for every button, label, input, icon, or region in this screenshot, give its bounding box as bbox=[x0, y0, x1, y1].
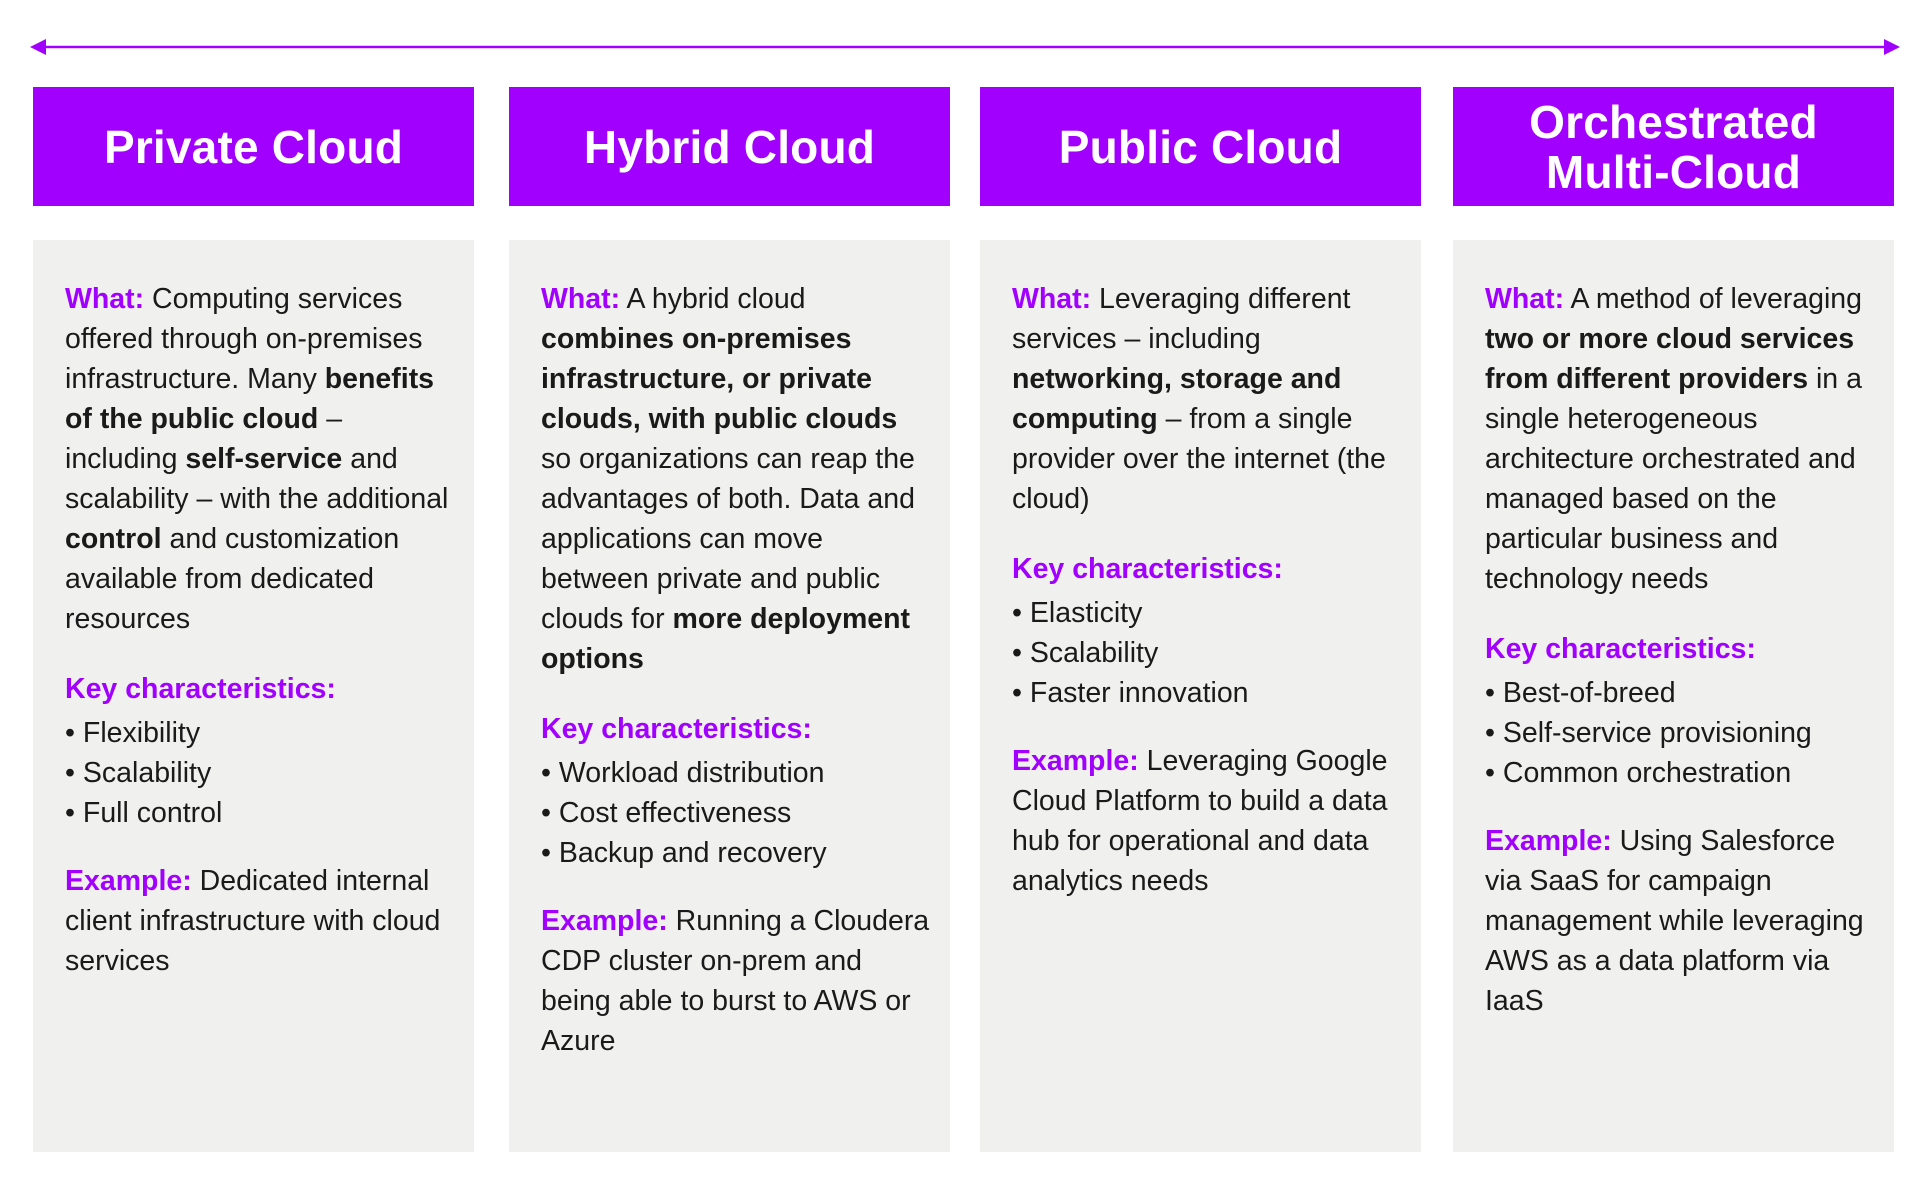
list-item: • Workload distribution bbox=[541, 753, 930, 793]
example-paragraph: Example: Leveraging Google Cloud Platform to build a data hub for operational and data analytics needs bbox=[1012, 745, 1388, 897]
list-item: • Flexibility bbox=[65, 713, 454, 753]
list-item: • Cost effectiveness bbox=[541, 793, 930, 833]
example-label: Example: bbox=[65, 865, 192, 897]
what-label: What: bbox=[65, 283, 145, 315]
column-header bbox=[980, 87, 1421, 206]
key-characteristics-list bbox=[65, 713, 454, 833]
key-characteristics-label: Key characteristics: bbox=[1485, 633, 1756, 665]
what-label: What: bbox=[541, 283, 621, 315]
column-title: Hybrid Cloud bbox=[583, 120, 876, 173]
column-title: Orchestrated Multi-Cloud bbox=[1529, 95, 1818, 198]
column-body bbox=[1453, 240, 1894, 1152]
column-title: Private Cloud bbox=[103, 120, 404, 173]
what-paragraph: What: Computing services offered through on-premises infrastructure. Many benefits of the public cloud – including self-service and scalability – with the additional control and customization available from dedicated resources bbox=[65, 283, 449, 635]
key-characteristics-list bbox=[1012, 593, 1401, 713]
example-label: Example: bbox=[541, 905, 668, 937]
list-item: • Scalability bbox=[1012, 633, 1401, 673]
example-label: Example: bbox=[1012, 745, 1139, 777]
list-item: • Faster innovation bbox=[1012, 673, 1401, 713]
what-paragraph: What: Leveraging different services – including networking, storage and computing – from a single provider over the internet (the cloud) bbox=[1012, 283, 1386, 515]
column-header bbox=[509, 87, 950, 206]
list-item: • Scalability bbox=[65, 753, 454, 793]
key-characteristics-label: Key characteristics: bbox=[65, 673, 336, 705]
key-characteristics-list bbox=[541, 753, 930, 873]
column-body bbox=[980, 240, 1421, 1152]
example-paragraph: Example: Dedicated internal client infrastructure with cloud services bbox=[65, 865, 441, 977]
what-label: What: bbox=[1485, 283, 1565, 315]
example-label: Example: bbox=[1485, 825, 1612, 857]
column-title: Public Cloud bbox=[1058, 120, 1343, 173]
list-item: • Best-of-breed bbox=[1485, 673, 1874, 713]
column-header bbox=[1453, 87, 1894, 206]
list-item: • Self-service provisioning bbox=[1485, 713, 1874, 753]
what-paragraph: What: A hybrid cloud combines on-premises infrastructure, or private clouds, with public clouds so organizations can reap the advantages of both. Data and applications can move between private and public clouds for more deployment options bbox=[541, 283, 915, 675]
spectrum-double-arrow bbox=[30, 36, 1900, 58]
example-paragraph: Example: Using Salesforce via SaaS for campaign management while leveraging AWS as a data platform via IaaS bbox=[1485, 825, 1864, 1017]
column-body bbox=[509, 240, 950, 1152]
list-item: • Backup and recovery bbox=[541, 833, 930, 873]
column-header bbox=[33, 87, 474, 206]
list-item: • Common orchestration bbox=[1485, 753, 1874, 793]
column-body bbox=[33, 240, 474, 1152]
example-paragraph: Example: Running a Cloudera CDP cluster on-prem and being able to burst to AWS or Azure bbox=[541, 905, 930, 1057]
key-characteristics-label: Key characteristics: bbox=[541, 713, 812, 745]
key-characteristics-list bbox=[1485, 673, 1874, 793]
what-label: What: bbox=[1012, 283, 1092, 315]
list-item: • Full control bbox=[65, 793, 454, 833]
what-paragraph: What: A method of leveraging two or more cloud services from different providers in a single heterogeneous architecture orchestrated and managed based on the particular business and technology needs bbox=[1485, 283, 1863, 595]
key-characteristics-label: Key characteristics: bbox=[1012, 553, 1283, 585]
list-item: • Elasticity bbox=[1012, 593, 1401, 633]
